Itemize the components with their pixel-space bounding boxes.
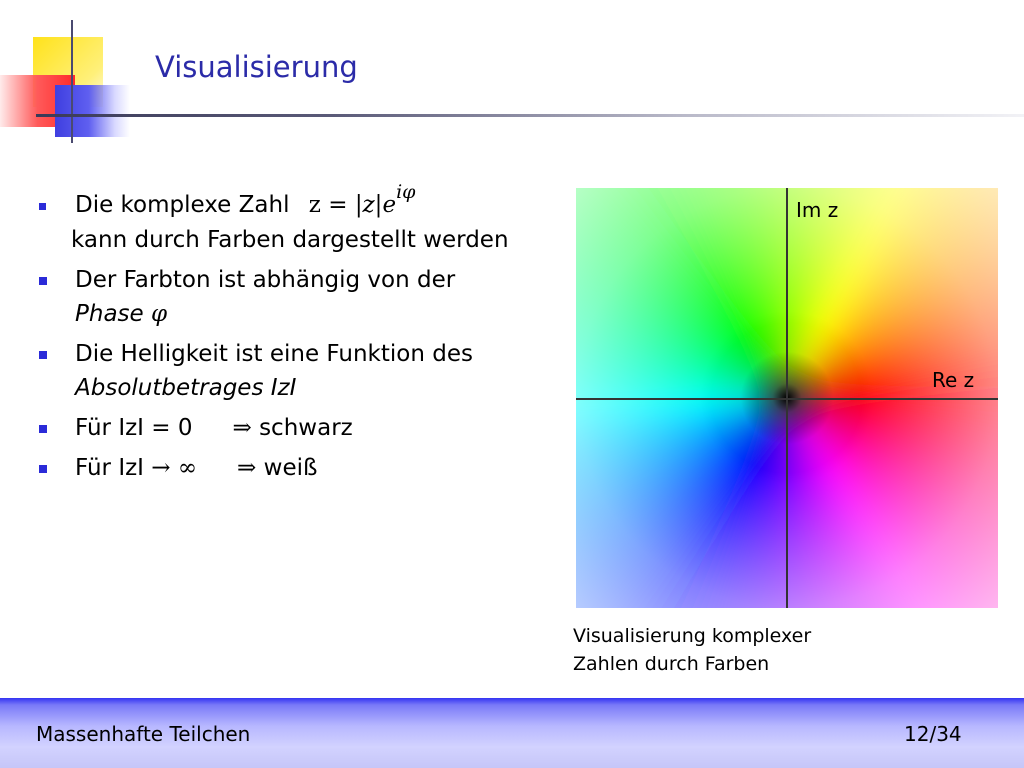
bullet-item-zero [38,411,568,445]
bullet-text: Für IzI = 0 [75,415,193,441]
to-arrow: → [151,455,171,481]
slide-title: Visualisierung [155,50,358,84]
bullet-list [38,181,568,485]
real-axis-label: Re z [932,368,975,392]
bullet-marker [39,425,47,433]
caption-line-1: Visualisierung komplexer [573,625,812,647]
bullet-text: Die komplexe Zahl [75,192,290,218]
bullet-item-hue [38,263,568,331]
bullet-result: schwarz [259,415,353,441]
bullet-continuation: Phase φ [75,301,168,327]
imaginary-axis-label: Im z [796,198,839,222]
bullet-continuation: Absolutbetrages IzI [75,375,297,401]
implies-arrow: ⇒ [232,415,252,441]
figure-caption [573,622,873,678]
page-number: 12/34 [904,722,962,746]
bullet-result: weiß [263,455,318,481]
bullet-marker [39,277,47,285]
footer-bar [0,698,1024,768]
logo-graphic [0,0,130,150]
bullet-item-brightness [38,337,568,405]
logo-blue-bar [55,85,130,137]
bullet-item-complex-number [38,181,568,257]
bullet-text: Der Farbton ist abhängig von der [75,267,456,293]
bullet-item-infinity [38,451,568,485]
bullet-text: Die Helligkeit ist eine Funktion des [75,341,473,367]
bullet-text: Für IzI [75,455,144,481]
imaginary-axis [786,188,788,608]
logo-vertical-line [71,20,73,143]
infinity-symbol: ∞ [177,455,198,481]
bullet-marker [39,465,47,473]
bullet-marker [39,351,47,359]
domain-coloring-plot [576,188,998,608]
bullet-marker [39,203,46,210]
bullet-continuation: kann durch Farben dargestellt werden [71,227,509,253]
implies-arrow: ⇒ [237,455,257,481]
caption-line-2: Zahlen durch Farben [573,653,770,675]
phi-symbol: φ [151,301,168,327]
title-divider [36,114,1024,117]
formula: $z = |z|e^{i\varphi}$ [308,181,416,218]
footer-title: Massenhafte Teilchen [36,722,251,746]
